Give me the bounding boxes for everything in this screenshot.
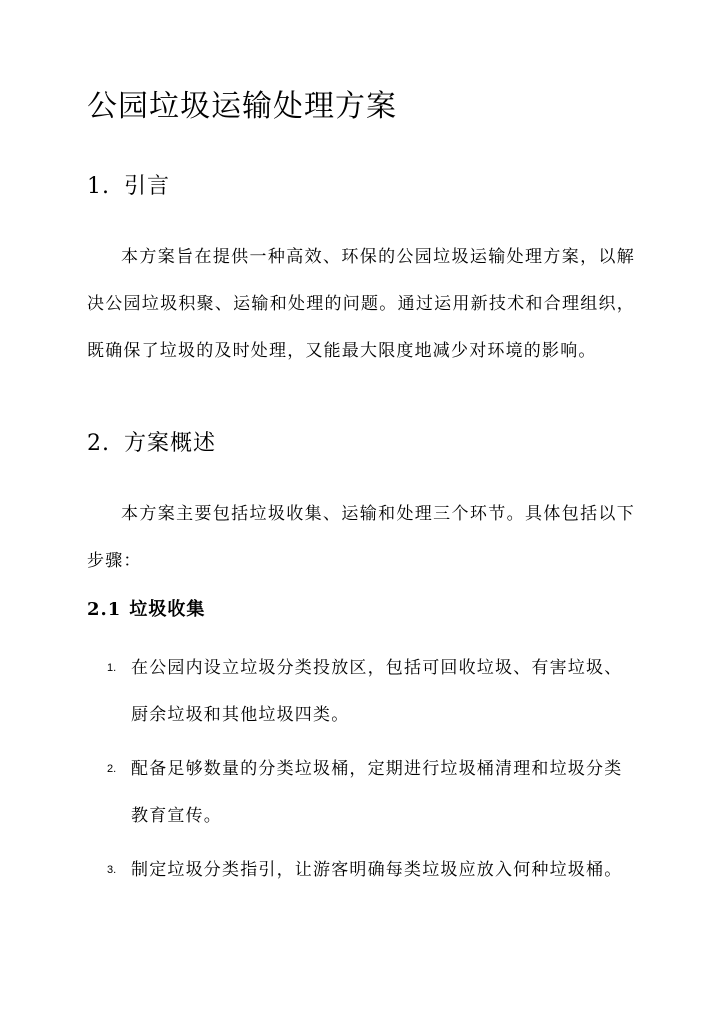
list-item-text: 制定垃圾分类指引，让游客明确每类垃圾应放入何种垃圾桶。 (131, 860, 623, 880)
section-heading-intro (87, 171, 170, 203)
list-item (87, 847, 635, 894)
list-marker: 2. (107, 763, 117, 775)
overview-paragraph: 本方案主要包括垃圾收集、运输和处理三个环节。具体包括以下步骤： (87, 504, 635, 571)
document-title: 公园垃圾运输处理方案 (87, 89, 397, 124)
list-item (87, 645, 635, 739)
list-marker: 3. (107, 864, 117, 876)
intro-paragraph: 本方案旨在提供一种高效、环保的公园垃圾运输处理方案，以解决公园垃圾积聚、运输和处理的问题。通过运用新技术和合理组织，既确保了垃圾的及时处理，又能最大限度地减少对环境的影响。 (87, 247, 635, 361)
section-title: 方案概述 (124, 431, 217, 456)
section-heading-overview (87, 428, 216, 460)
section-number: 2. (87, 431, 110, 456)
list-item-text: 配备足够数量的分类垃圾桶，定期进行垃圾桶清理和垃圾分类教育宣传。 (131, 759, 623, 826)
subsection-title: 垃圾收集 (129, 599, 206, 620)
list-item-text: 在公园内设立垃圾分类投放区，包括可回收垃圾、有害垃圾、厨余垃圾和其他垃圾四类。 (131, 658, 623, 725)
section-number: 1. (87, 174, 110, 199)
subsection-heading-collection (87, 596, 205, 624)
list-item (87, 746, 635, 840)
collection-steps-list (87, 645, 635, 901)
section-title: 引言 (124, 174, 171, 199)
subsection-number: 2.1 (87, 599, 122, 620)
list-marker: 1. (107, 662, 117, 674)
